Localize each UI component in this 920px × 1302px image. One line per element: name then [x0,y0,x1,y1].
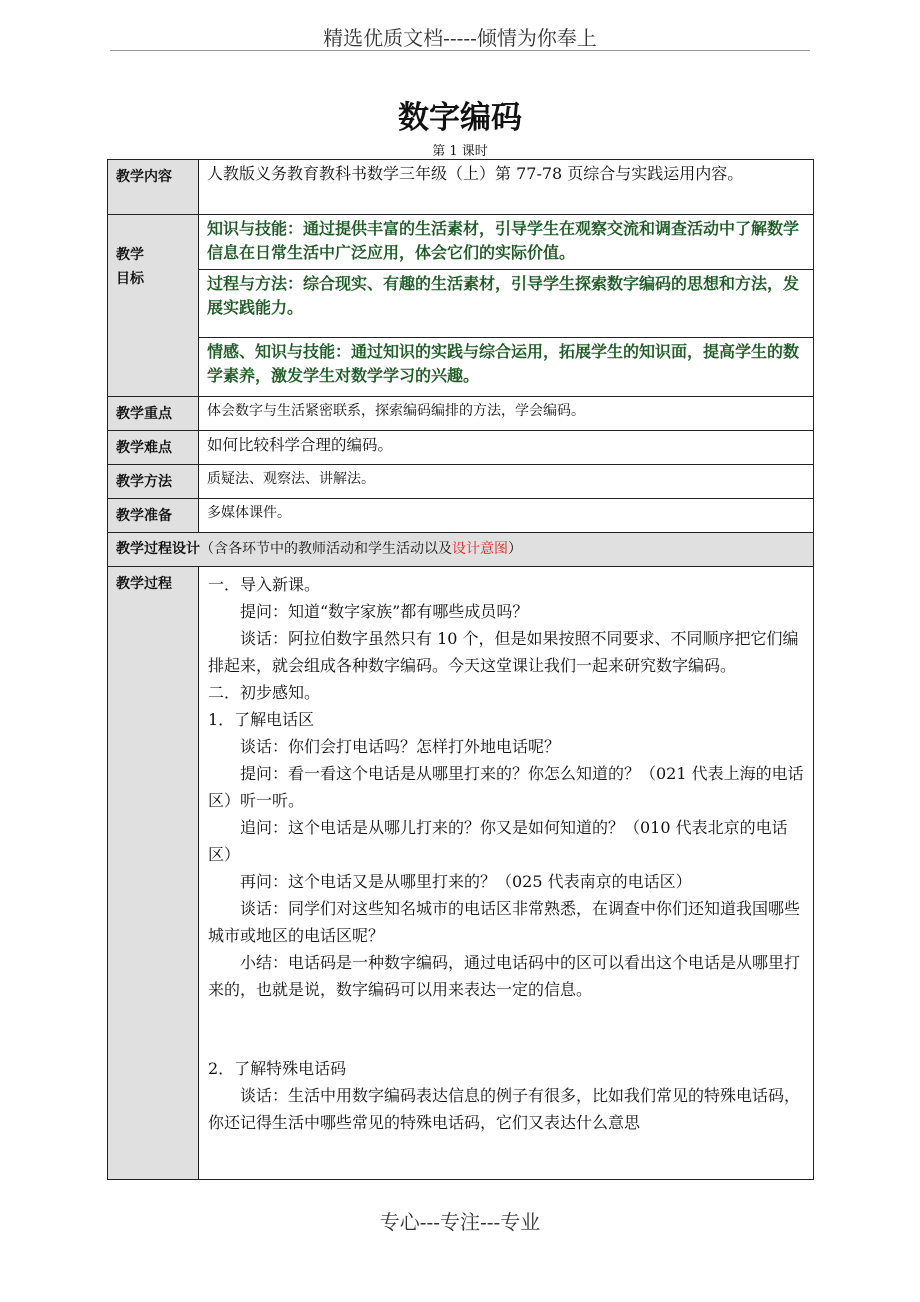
lesson-plan-table [107,159,814,1180]
process-paragraph: 提问：知道“数字家族”都有哪些成员吗？ [240,602,529,621]
process-paragraph: 提问：看一看这个电话是从哪里打来的？你怎么知道的？（021 代表上海的电话区）听一听。 [208,764,804,810]
process-paragraph: 谈话：你们会打电话吗？怎样打外地电话呢？ [240,737,561,756]
label-content: 教学内容 [108,160,199,215]
value-key-point: 体会数字与生活紧密联系，探索编码编排的方法，学会编码。 [199,397,814,431]
row-difficulty [108,431,814,465]
process-paragraph: 1．了解电话区 [208,710,315,729]
label-goals-line1: 教学 [116,247,144,263]
goal-emotion: 情感、知识与技能：通过知识的实践与综合运用，拓展学生的知识面，提高学生的数学素养，激发学生对数学学习的兴趣。 [199,338,814,397]
design-intent-highlight: 设计意图 [452,541,508,557]
value-difficulty: 如何比较科学合理的编码。 [199,431,814,465]
header-divider [110,50,810,51]
process-paragraph: 再问：这个电话又是从哪里打来的？（025 代表南京的电话区） [240,872,692,891]
label-process: 教学过程 [108,567,199,1180]
value-content: 人教版义务教育教科书数学三年级（上）第 77-78 页综合与实践运用内容。 [199,160,814,215]
value-preparation: 多媒体课件。 [199,499,814,533]
design-note-suffix: ） [508,541,522,557]
page-footer: 专心---专注---专业 [379,1210,541,1234]
row-process [108,567,814,1180]
process-paragraph: 小结：电话码是一种数字编码，通过电话码中的区可以看出这个电话是从哪里打来的，也就是说，数字编码可以用来表达一定的信息。 [208,953,801,999]
page-header: 精选优质文档-----倾情为你奉上 [323,26,597,50]
row-preparation [108,499,814,533]
process-body [199,567,814,1180]
goal-process: 过程与方法：综合现实、有趣的生活素材，引导学生探索数字编码的思想和方法，发展实践能力。 [199,270,814,338]
process-paragraph: 谈话：生活中用数字编码表达信息的例子有很多，比如我们常见的特殊电话码，你还记得生活中哪些常见的特殊电话码，它们又表达什么意思 [208,1086,801,1132]
design-label: 教学过程设计 [116,541,200,557]
process-paragraph: 一．导入新课。 [208,575,321,594]
lesson-number: 第 1 课时 [432,144,488,159]
label-preparation: 教学准备 [108,499,199,533]
label-method: 教学方法 [108,465,199,499]
process-design-heading [108,533,814,567]
row-method [108,465,814,499]
row-goal-2 [108,270,814,338]
design-note-prefix: （含各环节中的教师活动和学生活动以及 [200,541,452,557]
row-design [108,533,814,567]
goal-knowledge: 知识与技能：通过提供丰富的生活素材，引导学生在观察交流和调查活动中了解数学信息在日常生活中广泛应用，体会它们的实际价值。 [199,215,814,270]
label-key-point: 教学重点 [108,397,199,431]
process-paragraph: 2．了解特殊电话码 [208,1059,347,1078]
process-paragraph: 谈话：同学们对这些知名城市的电话区非常熟悉，在调查中你们还知道我国哪些城市或地区的电话区呢？ [208,899,801,945]
document-title: 数字编码 [398,100,522,136]
label-goals-line2: 目标 [116,271,144,287]
label-difficulty: 教学难点 [108,431,199,465]
label-goals [108,215,199,397]
process-paragraph: 追问：这个电话是从哪儿打来的？你又是如何知道的？（010 代表北京的电话区） [208,818,788,864]
blank-spacer [208,1003,805,1055]
row-content [108,160,814,215]
value-method: 质疑法、观察法、讲解法。 [199,465,814,499]
row-goal-1 [108,215,814,270]
row-key-point [108,397,814,431]
process-paragraph: 二．初步感知。 [208,683,321,702]
row-goal-3 [108,338,814,397]
process-paragraph: 谈话：阿拉伯数字虽然只有 10 个，但是如果按照不同要求、不同顺序把它们编排起来，就会组成各种数字编码。今天这堂课让我们一起来研究数字编码。 [208,629,799,675]
